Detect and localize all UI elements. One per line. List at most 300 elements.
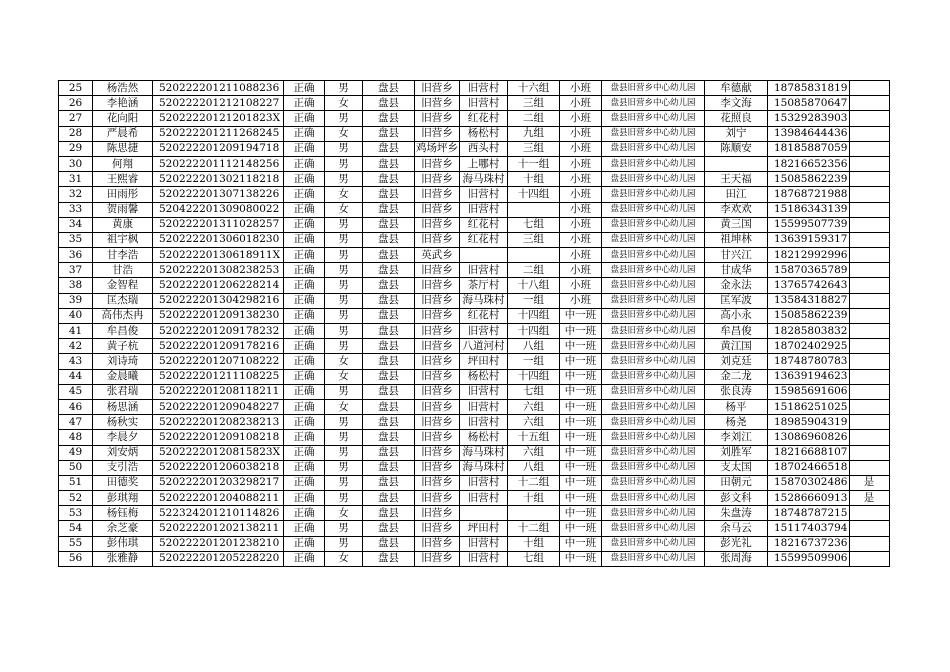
- gender-cell: 男: [325, 278, 363, 293]
- id-number-cell: 520222201202138211: [153, 521, 284, 536]
- class-name-cell: 中一班: [560, 536, 602, 551]
- phone-number-cell: 18185887059: [768, 141, 850, 156]
- kindergarten-name-cell: 盘县旧营乡中心幼儿园: [602, 384, 705, 399]
- township-cell: 旧营乡: [415, 445, 460, 460]
- student-name-cell: 田雨彤: [93, 187, 153, 202]
- verification-status-cell: 正确: [284, 430, 325, 445]
- id-number-cell: 520222201211108225: [153, 369, 284, 384]
- flag-cell: [849, 551, 889, 566]
- flag-cell: [849, 278, 889, 293]
- gender-cell: 男: [325, 172, 363, 187]
- group-cell: 十二组: [508, 521, 560, 536]
- id-number-cell: 52022220121201823X: [153, 111, 284, 126]
- guardian-name-cell: 祖坤林: [705, 232, 768, 247]
- gender-cell: 男: [325, 384, 363, 399]
- row-number-cell: 25: [59, 81, 93, 96]
- phone-number-cell: 15329283903: [768, 111, 850, 126]
- student-name-cell: 杨思涵: [93, 399, 153, 414]
- kindergarten-name-cell: 盘县旧营乡中心幼儿园: [602, 126, 705, 141]
- verification-status-cell: 正确: [284, 521, 325, 536]
- class-name-cell: 中一班: [560, 551, 602, 566]
- gender-cell: 男: [325, 460, 363, 475]
- phone-number-cell: 15085870647: [768, 96, 850, 111]
- village-cell: 旧营村: [460, 491, 508, 506]
- kindergarten-name-cell: 盘县旧营乡中心幼儿园: [602, 536, 705, 551]
- student-name-cell: 张雅静: [93, 551, 153, 566]
- group-cell: 六组: [508, 415, 560, 430]
- student-name-cell: 黄子杭: [93, 339, 153, 354]
- verification-status-cell: 正确: [284, 369, 325, 384]
- verification-status-cell: 正确: [284, 172, 325, 187]
- id-number-cell: 520222201311028257: [153, 217, 284, 232]
- gender-cell: 女: [325, 126, 363, 141]
- row-number-cell: 50: [59, 460, 93, 475]
- class-name-cell: 中一班: [560, 339, 602, 354]
- kindergarten-name-cell: 盘县旧营乡中心幼儿园: [602, 81, 705, 96]
- kindergarten-name-cell: 盘县旧营乡中心幼儿园: [602, 217, 705, 232]
- group-cell: 十四组: [508, 308, 560, 323]
- village-cell: 西头村: [460, 141, 508, 156]
- gender-cell: 女: [325, 96, 363, 111]
- verification-status-cell: 正确: [284, 96, 325, 111]
- phone-number-cell: 15870302486: [768, 475, 850, 490]
- phone-number-cell: 18212992996: [768, 248, 850, 263]
- village-cell: 海马珠村: [460, 293, 508, 308]
- township-cell: 旧营乡: [415, 536, 460, 551]
- student-name-cell: 黄康: [93, 217, 153, 232]
- guardian-name-cell: 牟德献: [705, 81, 768, 96]
- flag-cell: [849, 415, 889, 430]
- kindergarten-name-cell: 盘县旧营乡中心幼儿园: [602, 399, 705, 414]
- row-number-cell: 53: [59, 506, 93, 521]
- table-row: [59, 324, 890, 339]
- kindergarten-name-cell: 盘县旧营乡中心幼儿园: [602, 308, 705, 323]
- village-cell: 海马珠村: [460, 172, 508, 187]
- kindergarten-name-cell: 盘县旧营乡中心幼儿园: [602, 430, 705, 445]
- gender-cell: 男: [325, 308, 363, 323]
- guardian-name-cell: 田江: [705, 187, 768, 202]
- kindergarten-name-cell: 盘县旧营乡中心幼儿园: [602, 445, 705, 460]
- county-cell: 盘县: [363, 263, 415, 278]
- row-number-cell: 44: [59, 369, 93, 384]
- township-cell: 旧营乡: [415, 491, 460, 506]
- class-name-cell: 中一班: [560, 475, 602, 490]
- table-row: [59, 415, 890, 430]
- phone-number-cell: 15985691606: [768, 384, 850, 399]
- flag-cell: [849, 111, 889, 126]
- verification-status-cell: 正确: [284, 308, 325, 323]
- row-number-cell: 41: [59, 324, 93, 339]
- student-name-cell: 田德奖: [93, 475, 153, 490]
- county-cell: 盘县: [363, 141, 415, 156]
- guardian-name-cell: 彭光礼: [705, 536, 768, 551]
- student-name-cell: 刘安炳: [93, 445, 153, 460]
- township-cell: 旧营乡: [415, 232, 460, 247]
- flag-cell: [849, 460, 889, 475]
- kindergarten-name-cell: 盘县旧营乡中心幼儿园: [602, 156, 705, 171]
- phone-number-cell: 18748780783: [768, 354, 850, 369]
- id-number-cell: 520222201208238213: [153, 415, 284, 430]
- verification-status-cell: 正确: [284, 536, 325, 551]
- class-name-cell: 小班: [560, 187, 602, 202]
- kindergarten-name-cell: 盘县旧营乡中心幼儿园: [602, 187, 705, 202]
- township-cell: 旧营乡: [415, 81, 460, 96]
- village-cell: 旧营村: [460, 415, 508, 430]
- phone-number-cell: 18216652356: [768, 156, 850, 171]
- class-name-cell: 小班: [560, 96, 602, 111]
- gender-cell: 男: [325, 415, 363, 430]
- id-number-cell: 520222201204088211: [153, 491, 284, 506]
- id-number-cell: 520222201212108227: [153, 96, 284, 111]
- table-row: [59, 81, 890, 96]
- table-row: [59, 278, 890, 293]
- table-row: [59, 445, 890, 460]
- class-name-cell: 中一班: [560, 521, 602, 536]
- county-cell: 盘县: [363, 551, 415, 566]
- table-row: [59, 506, 890, 521]
- county-cell: 盘县: [363, 491, 415, 506]
- gender-cell: 男: [325, 263, 363, 278]
- group-cell: 七组: [508, 384, 560, 399]
- kindergarten-name-cell: 盘县旧营乡中心幼儿园: [602, 263, 705, 278]
- group-cell: 八组: [508, 339, 560, 354]
- gender-cell: 男: [325, 445, 363, 460]
- group-cell: 三组: [508, 96, 560, 111]
- county-cell: 盘县: [363, 111, 415, 126]
- phone-number-cell: 18768721988: [768, 187, 850, 202]
- guardian-name-cell: 李刘江: [705, 430, 768, 445]
- row-number-cell: 38: [59, 278, 93, 293]
- township-cell: 旧营乡: [415, 384, 460, 399]
- phone-number-cell: 18785831819: [768, 81, 850, 96]
- verification-status-cell: 正确: [284, 187, 325, 202]
- group-cell: 一组: [508, 293, 560, 308]
- table-row: [59, 96, 890, 111]
- phone-number-cell: 13639159317: [768, 232, 850, 247]
- gender-cell: 女: [325, 202, 363, 217]
- verification-status-cell: 正确: [284, 399, 325, 414]
- table-row: [59, 384, 890, 399]
- student-roster-table: [58, 80, 890, 567]
- gender-cell: 男: [325, 521, 363, 536]
- group-cell: 十四组: [508, 324, 560, 339]
- gender-cell: 女: [325, 399, 363, 414]
- id-number-cell: 520222201209194718: [153, 141, 284, 156]
- township-cell: 旧营乡: [415, 369, 460, 384]
- verification-status-cell: 正确: [284, 156, 325, 171]
- village-cell: 海马珠村: [460, 460, 508, 475]
- guardian-name-cell: 支太国: [705, 460, 768, 475]
- guardian-name-cell: [705, 156, 768, 171]
- guardian-name-cell: 牟昌俊: [705, 324, 768, 339]
- flag-cell: [849, 399, 889, 414]
- student-name-cell: 张君瑞: [93, 384, 153, 399]
- id-number-cell: 520222201205228220: [153, 551, 284, 566]
- table-row: [59, 551, 890, 566]
- township-cell: 旧营乡: [415, 202, 460, 217]
- row-number-cell: 43: [59, 354, 93, 369]
- group-cell: 十一组: [508, 156, 560, 171]
- group-cell: [508, 202, 560, 217]
- village-cell: 上哪村: [460, 156, 508, 171]
- county-cell: 盘县: [363, 430, 415, 445]
- student-name-cell: 金智程: [93, 278, 153, 293]
- township-cell: 旧营乡: [415, 111, 460, 126]
- student-name-cell: 支引浩: [93, 460, 153, 475]
- kindergarten-name-cell: 盘县旧营乡中心幼儿园: [602, 460, 705, 475]
- group-cell: 十四组: [508, 187, 560, 202]
- phone-number-cell: 18285803832: [768, 324, 850, 339]
- group-cell: 八组: [508, 460, 560, 475]
- class-name-cell: 中一班: [560, 460, 602, 475]
- id-number-cell: 52022220130618911X: [153, 248, 284, 263]
- row-number-cell: 54: [59, 521, 93, 536]
- county-cell: 盘县: [363, 415, 415, 430]
- gender-cell: 女: [325, 354, 363, 369]
- row-number-cell: 42: [59, 339, 93, 354]
- row-number-cell: 46: [59, 399, 93, 414]
- group-cell: 三组: [508, 141, 560, 156]
- guardian-name-cell: 黄三国: [705, 217, 768, 232]
- kindergarten-name-cell: 盘县旧营乡中心幼儿园: [602, 354, 705, 369]
- class-name-cell: 小班: [560, 263, 602, 278]
- phone-number-cell: 18985904319: [768, 415, 850, 430]
- township-cell: 旧营乡: [415, 308, 460, 323]
- flag-cell: 是: [849, 475, 889, 490]
- guardian-name-cell: 刘胜军: [705, 445, 768, 460]
- table-row: [59, 172, 890, 187]
- id-number-cell: 520422201309080022: [153, 202, 284, 217]
- village-cell: 八道河村: [460, 339, 508, 354]
- row-number-cell: 49: [59, 445, 93, 460]
- gender-cell: 女: [325, 369, 363, 384]
- verification-status-cell: 正确: [284, 475, 325, 490]
- village-cell: 旧营村: [460, 202, 508, 217]
- county-cell: 盘县: [363, 384, 415, 399]
- village-cell: 旧营村: [460, 187, 508, 202]
- village-cell: 旧营村: [460, 475, 508, 490]
- verification-status-cell: 正确: [284, 445, 325, 460]
- village-cell: 杨松村: [460, 126, 508, 141]
- county-cell: 盘县: [363, 293, 415, 308]
- student-name-cell: 甘李浩: [93, 248, 153, 263]
- gender-cell: 男: [325, 111, 363, 126]
- guardian-name-cell: 余马云: [705, 521, 768, 536]
- flag-cell: [849, 430, 889, 445]
- phone-number-cell: 18748787215: [768, 506, 850, 521]
- verification-status-cell: 正确: [284, 217, 325, 232]
- gender-cell: 男: [325, 217, 363, 232]
- row-number-cell: 26: [59, 96, 93, 111]
- id-number-cell: 520222201206038218: [153, 460, 284, 475]
- flag-cell: [849, 506, 889, 521]
- table-row: [59, 491, 890, 506]
- county-cell: 盘县: [363, 354, 415, 369]
- row-number-cell: 35: [59, 232, 93, 247]
- row-number-cell: 39: [59, 293, 93, 308]
- student-name-cell: 李艳涵: [93, 96, 153, 111]
- id-number-cell: 520222201306018230: [153, 232, 284, 247]
- gender-cell: 男: [325, 81, 363, 96]
- county-cell: 盘县: [363, 232, 415, 247]
- id-number-cell: 520222201112148256: [153, 156, 284, 171]
- row-number-cell: 56: [59, 551, 93, 566]
- flag-cell: [849, 141, 889, 156]
- row-number-cell: 55: [59, 536, 93, 551]
- phone-number-cell: 18216688107: [768, 445, 850, 460]
- flag-cell: [849, 156, 889, 171]
- verification-status-cell: 正确: [284, 324, 325, 339]
- guardian-name-cell: 彭文科: [705, 491, 768, 506]
- class-name-cell: 小班: [560, 293, 602, 308]
- kindergarten-name-cell: 盘县旧营乡中心幼儿园: [602, 521, 705, 536]
- village-cell: 坪田村: [460, 521, 508, 536]
- phone-number-cell: 15599509906: [768, 551, 850, 566]
- county-cell: 盘县: [363, 536, 415, 551]
- township-cell: 旧营乡: [415, 172, 460, 187]
- township-cell: 旧营乡: [415, 460, 460, 475]
- township-cell: 旧营乡: [415, 187, 460, 202]
- row-number-cell: 29: [59, 141, 93, 156]
- class-name-cell: 小班: [560, 232, 602, 247]
- kindergarten-name-cell: 盘县旧营乡中心幼儿园: [602, 324, 705, 339]
- table-row: [59, 187, 890, 202]
- id-number-cell: 520222201209138230: [153, 308, 284, 323]
- phone-number-cell: 15085862239: [768, 308, 850, 323]
- flag-cell: [849, 81, 889, 96]
- class-name-cell: 小班: [560, 278, 602, 293]
- kindergarten-name-cell: 盘县旧营乡中心幼儿园: [602, 551, 705, 566]
- verification-status-cell: 正确: [284, 232, 325, 247]
- guardian-name-cell: 王天福: [705, 172, 768, 187]
- row-number-cell: 36: [59, 248, 93, 263]
- id-number-cell: 522324201210114826: [153, 506, 284, 521]
- phone-number-cell: 18702402925: [768, 339, 850, 354]
- phone-number-cell: 15599507739: [768, 217, 850, 232]
- row-number-cell: 28: [59, 126, 93, 141]
- flag-cell: [849, 172, 889, 187]
- guardian-name-cell: 田朝元: [705, 475, 768, 490]
- township-cell: 旧营乡: [415, 354, 460, 369]
- student-name-cell: 匡杰瑞: [93, 293, 153, 308]
- township-cell: 旧营乡: [415, 156, 460, 171]
- class-name-cell: 小班: [560, 156, 602, 171]
- kindergarten-name-cell: 盘县旧营乡中心幼儿园: [602, 293, 705, 308]
- class-name-cell: 中一班: [560, 506, 602, 521]
- row-number-cell: 32: [59, 187, 93, 202]
- group-cell: 六组: [508, 399, 560, 414]
- village-cell: 旧营村: [460, 536, 508, 551]
- village-cell: 茶厅村: [460, 278, 508, 293]
- phone-number-cell: 15085862239: [768, 172, 850, 187]
- county-cell: 盘县: [363, 339, 415, 354]
- phone-number-cell: 13765742643: [768, 278, 850, 293]
- table-row: [59, 369, 890, 384]
- gender-cell: 女: [325, 551, 363, 566]
- kindergarten-name-cell: 盘县旧营乡中心幼儿园: [602, 339, 705, 354]
- flag-cell: [849, 536, 889, 551]
- phone-number-cell: 13639194623: [768, 369, 850, 384]
- group-cell: 十组: [508, 491, 560, 506]
- kindergarten-name-cell: 盘县旧营乡中心幼儿园: [602, 248, 705, 263]
- kindergarten-name-cell: 盘县旧营乡中心幼儿园: [602, 369, 705, 384]
- county-cell: 盘县: [363, 217, 415, 232]
- county-cell: 盘县: [363, 126, 415, 141]
- county-cell: 盘县: [363, 96, 415, 111]
- group-cell: 九组: [508, 126, 560, 141]
- table-row: [59, 475, 890, 490]
- kindergarten-name-cell: 盘县旧营乡中心幼儿园: [602, 141, 705, 156]
- gender-cell: 男: [325, 536, 363, 551]
- student-name-cell: 陈思捷: [93, 141, 153, 156]
- township-cell: 旧营乡: [415, 324, 460, 339]
- verification-status-cell: 正确: [284, 81, 325, 96]
- class-name-cell: 小班: [560, 217, 602, 232]
- flag-cell: [849, 126, 889, 141]
- county-cell: 盘县: [363, 248, 415, 263]
- village-cell: 旧营村: [460, 263, 508, 278]
- gender-cell: 男: [325, 232, 363, 247]
- table-row: [59, 248, 890, 263]
- verification-status-cell: 正确: [284, 384, 325, 399]
- student-name-cell: 余芝豪: [93, 521, 153, 536]
- student-name-cell: 李晨夕: [93, 430, 153, 445]
- guardian-name-cell: 甘成华: [705, 263, 768, 278]
- table-row: [59, 308, 890, 323]
- id-number-cell: 520222201304298216: [153, 293, 284, 308]
- verification-status-cell: 正确: [284, 339, 325, 354]
- county-cell: 盘县: [363, 172, 415, 187]
- student-name-cell: 刘诗琦: [93, 354, 153, 369]
- verification-status-cell: 正确: [284, 506, 325, 521]
- guardian-name-cell: 甘兴江: [705, 248, 768, 263]
- guardian-name-cell: 匡军波: [705, 293, 768, 308]
- gender-cell: 男: [325, 248, 363, 263]
- table-row: [59, 232, 890, 247]
- guardian-name-cell: 花照良: [705, 111, 768, 126]
- id-number-cell: 520222201203298217: [153, 475, 284, 490]
- table-row: [59, 399, 890, 414]
- table-row: [59, 263, 890, 278]
- class-name-cell: 小班: [560, 172, 602, 187]
- flag-cell: [849, 248, 889, 263]
- table-row: [59, 339, 890, 354]
- student-name-cell: 贺雨馨: [93, 202, 153, 217]
- township-cell: 旧营乡: [415, 217, 460, 232]
- gender-cell: 男: [325, 491, 363, 506]
- flag-cell: [849, 369, 889, 384]
- gender-cell: 男: [325, 324, 363, 339]
- gender-cell: 男: [325, 475, 363, 490]
- verification-status-cell: 正确: [284, 248, 325, 263]
- county-cell: 盘县: [363, 369, 415, 384]
- group-cell: 三组: [508, 232, 560, 247]
- verification-status-cell: 正确: [284, 293, 325, 308]
- township-cell: 旧营乡: [415, 96, 460, 111]
- table-row: [59, 354, 890, 369]
- verification-status-cell: 正确: [284, 354, 325, 369]
- verification-status-cell: 正确: [284, 278, 325, 293]
- student-name-cell: 彭伟琪: [93, 536, 153, 551]
- kindergarten-name-cell: 盘县旧营乡中心幼儿园: [602, 111, 705, 126]
- kindergarten-name-cell: 盘县旧营乡中心幼儿园: [602, 491, 705, 506]
- id-number-cell: 520222201307138226: [153, 187, 284, 202]
- group-cell: [508, 248, 560, 263]
- class-name-cell: 小班: [560, 81, 602, 96]
- id-number-cell: 520222201302118218: [153, 172, 284, 187]
- gender-cell: 男: [325, 430, 363, 445]
- gender-cell: 男: [325, 156, 363, 171]
